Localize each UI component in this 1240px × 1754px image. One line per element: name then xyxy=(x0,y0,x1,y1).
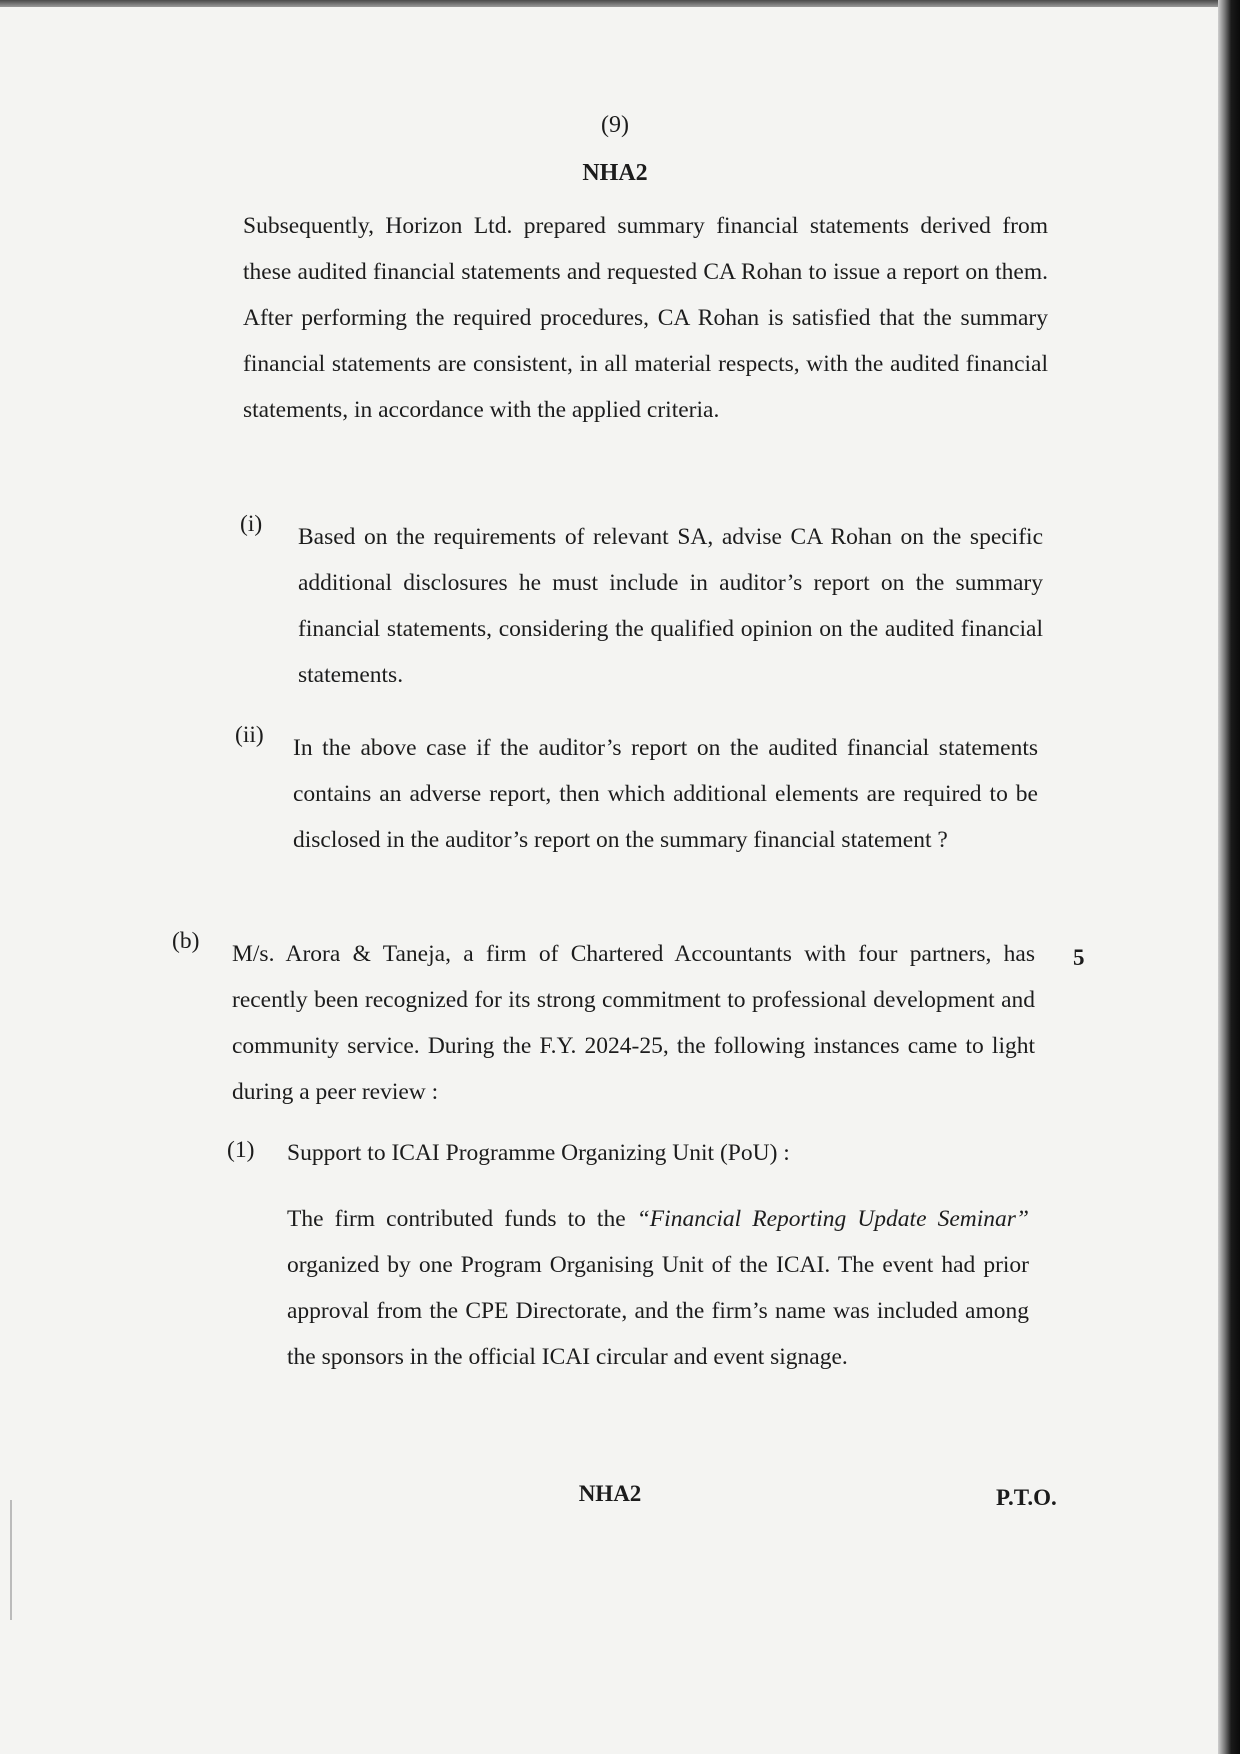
pto-label: P.T.O. xyxy=(996,1485,1057,1510)
intro-paragraph: Subsequently, Horizon Ltd. prepared summary financial statements derived from these audited financial statements and requested CA Rohan to issue a report on them. After performing the required procedures, CA Rohan is satisfied that the summary financial statements are consistent, in all material respects, with the audited financial statements, in accordance with the applied criteria. xyxy=(243,213,1048,423)
paper-code-footer: NHA2 xyxy=(578,1481,642,1506)
instance-heading: Support to ICAI Programme Organizing Unit (PoU) : xyxy=(287,1140,790,1166)
seminar-title: “Financial Reporting Update Seminar” xyxy=(636,1206,1029,1232)
question-b-label: (b) xyxy=(172,928,200,954)
instance-body-end: organized by one Program Organising Unit of the ICAI. The event had prior approval from the CPE Directorate, and the firm’s name was included among the sponsors in the official ICAI circular and event signage. xyxy=(287,1252,1029,1370)
instance-body xyxy=(287,1196,1029,1380)
sub-question-text: In the above case if the auditor’s report on the audited financial statements contains an adverse report, then which additional elements are required to be disclosed in the auditor’s report on the summary financial statement ? xyxy=(293,735,1038,853)
scan-left-mark xyxy=(10,1500,12,1620)
page-number: (9) xyxy=(601,112,629,138)
scan-top-edge xyxy=(0,0,1240,7)
question-b-text: M/s. Arora & Taneja, a firm of Chartered Accountants with four partners, has recently been recognized for its strong commitment to professional development and community service. During the F.Y. 2024-25, the following instances came to light during a peer review : xyxy=(232,941,1035,1105)
sub-question-label: (ii) xyxy=(235,722,264,748)
scan-right-edge xyxy=(1218,0,1240,1754)
sub-question-label: (i) xyxy=(240,511,263,537)
paper-code-header: NHA2 xyxy=(582,160,648,186)
sub-question-text: Based on the requirements of relevant SA, advise CA Rohan on the specific additional disclosures he must include in auditor’s report on the summary financial statements, considering the qualified opinion on the audited financial statements. xyxy=(298,524,1043,688)
question-b-marks: 5 xyxy=(1073,945,1085,970)
instance-body-start: The firm contributed funds to the xyxy=(287,1206,637,1232)
instance-label: (1) xyxy=(227,1137,255,1163)
